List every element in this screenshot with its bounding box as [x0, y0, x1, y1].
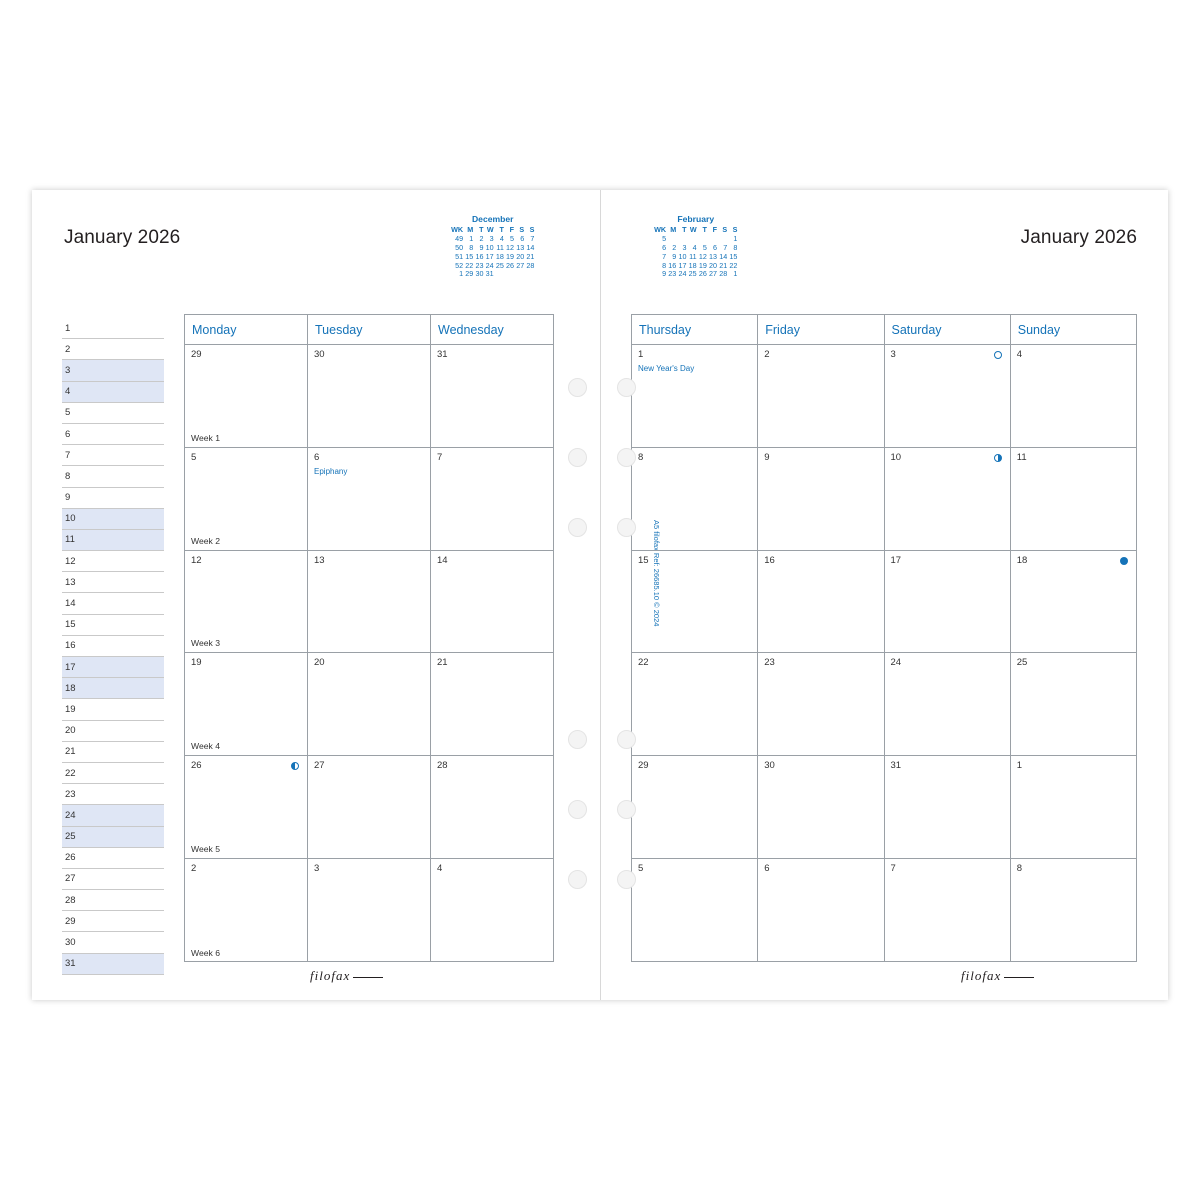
week-label: Week 2 — [191, 535, 220, 546]
mini-month-day: 10 — [485, 243, 494, 253]
mini-month-december-table — [450, 226, 535, 279]
notes-row[interactable]: 11 — [62, 530, 164, 551]
day-number: 24 — [890, 657, 902, 669]
mini-month-week-number: 50 — [455, 243, 464, 253]
day-number: 28 — [437, 760, 448, 772]
mini-month-day: 27 — [516, 260, 525, 270]
day-cell[interactable] — [632, 448, 758, 550]
day-cell[interactable] — [758, 859, 884, 962]
day-cell[interactable] — [431, 448, 553, 550]
mini-month-day — [515, 270, 525, 279]
day-cell[interactable] — [1011, 551, 1136, 653]
day-cell[interactable] — [1011, 448, 1136, 550]
mini-month-day: 9 — [672, 251, 677, 261]
week-row — [185, 345, 553, 448]
mini-month-day: 21 — [719, 260, 728, 270]
left-month-grid — [184, 314, 554, 962]
mini-month-day: 12 — [698, 251, 707, 261]
day-number: 8 — [638, 451, 644, 463]
week-row — [185, 653, 553, 756]
day-number: 31 — [890, 760, 902, 772]
mini-month-header-cell: S — [722, 225, 728, 235]
mini-month-day: 21 — [526, 251, 535, 261]
day-cell[interactable] — [1011, 859, 1136, 962]
day-number: 4 — [1016, 349, 1023, 360]
mini-month-day: 28 — [719, 269, 728, 279]
mini-month-header-cell: F — [712, 225, 718, 235]
ring-hole — [568, 870, 587, 889]
week-row — [632, 859, 1136, 962]
mini-month-day: 18 — [495, 251, 504, 261]
mini-month-day: 20 — [709, 260, 718, 270]
ring-hole — [617, 800, 636, 819]
mini-month-day: 13 — [516, 243, 525, 253]
mini-month-day: 14 — [719, 251, 728, 261]
mini-month-day: 2 — [672, 243, 677, 253]
mini-month-february-table — [653, 226, 738, 279]
day-number: 13 — [314, 554, 325, 566]
mini-month-day: 30 — [475, 269, 484, 279]
mini-month-week-number: 5 — [662, 234, 667, 244]
day-number: 7 — [890, 862, 896, 874]
day-number: 14 — [437, 554, 448, 566]
brand-rule-left — [353, 977, 383, 978]
notes-row[interactable]: 26 — [62, 848, 164, 869]
mini-month-day: 4 — [499, 234, 504, 244]
day-cell[interactable] — [431, 859, 553, 962]
mini-month-header-cell: W — [486, 225, 494, 235]
left-week-rows — [185, 345, 553, 962]
mini-month-day: 13 — [709, 251, 718, 261]
mini-month-february — [653, 214, 738, 279]
day-number: 3 — [314, 862, 320, 874]
mini-month-day: 22 — [465, 260, 474, 270]
mini-month-day: 28 — [526, 260, 535, 270]
mini-month-december — [450, 214, 535, 279]
day-cell[interactable] — [632, 345, 758, 447]
notes-row[interactable]: 31 — [62, 954, 164, 975]
day-cell[interactable] — [885, 756, 1011, 858]
day-number: 12 — [191, 554, 202, 566]
day-number: 1 — [638, 349, 644, 360]
notes-row[interactable]: 20 — [62, 721, 164, 742]
notes-row[interactable]: 8 — [62, 466, 164, 487]
day-cell[interactable] — [185, 756, 308, 858]
mini-month-header-cell: F — [509, 225, 515, 235]
right-week-rows — [632, 345, 1136, 962]
day-number: 19 — [191, 657, 202, 669]
day-cell[interactable] — [1011, 653, 1136, 755]
planner-spread — [32, 190, 1168, 1000]
moon-phase-icon — [1120, 557, 1128, 565]
mini-month-row — [653, 270, 738, 279]
notes-row[interactable]: 24 — [62, 805, 164, 826]
mini-month-day: 2 — [479, 234, 484, 244]
day-cell[interactable] — [308, 551, 431, 653]
notes-row[interactable]: 3 — [62, 360, 164, 381]
day-cell[interactable] — [431, 551, 553, 653]
day-cell[interactable] — [885, 345, 1011, 447]
notes-row[interactable]: 13 — [62, 572, 164, 593]
mini-month-day: 19 — [698, 260, 707, 270]
day-header: Sunday — [1017, 322, 1061, 337]
page-title-right: January 2026 — [1020, 227, 1137, 248]
mini-month-day: 5 — [702, 243, 707, 253]
mini-month-week-number: 1 — [459, 269, 464, 279]
mini-month-february-title: February — [677, 214, 715, 224]
day-cell[interactable] — [308, 345, 431, 447]
day-number: 26 — [191, 760, 202, 772]
mini-month-day: 22 — [729, 260, 738, 270]
mini-month-day: 17 — [485, 251, 494, 261]
week-row — [185, 756, 553, 859]
day-cell[interactable] — [308, 448, 431, 550]
ring-hole — [617, 730, 636, 749]
day-cell[interactable] — [758, 345, 884, 447]
day-cell[interactable] — [1011, 345, 1136, 447]
notes-row[interactable]: 4 — [62, 382, 164, 403]
ring-hole — [568, 518, 587, 537]
mini-month-day: 1 — [733, 269, 738, 279]
notes-row[interactable]: 2 — [62, 339, 164, 360]
day-event-label: Epiphany — [314, 466, 348, 476]
mini-month-header-cell: S — [519, 225, 525, 235]
mini-month-day: 18 — [688, 260, 697, 270]
day-cell[interactable] — [185, 448, 308, 550]
day-number: 29 — [638, 760, 649, 772]
day-number: 17 — [890, 554, 902, 566]
mini-month-day: 15 — [729, 251, 738, 261]
mini-month-day: 4 — [692, 243, 697, 253]
mini-month-row — [450, 270, 535, 279]
right-day-headers — [632, 315, 1136, 345]
mini-month-day — [505, 270, 515, 279]
mini-month-day: 25 — [688, 269, 697, 279]
notes-row[interactable]: 14 — [62, 593, 164, 614]
day-cell[interactable] — [758, 653, 884, 755]
ring-hole — [617, 870, 636, 889]
mini-month-header-cell: S — [529, 225, 535, 235]
mini-month-day: 16 — [668, 260, 677, 270]
day-number: 22 — [638, 657, 649, 669]
day-number: 10 — [890, 451, 902, 463]
day-header: Monday — [185, 315, 308, 344]
ring-hole — [568, 448, 587, 467]
day-header: Saturday — [885, 315, 1011, 344]
notes-row[interactable]: 27 — [62, 869, 164, 890]
mini-month-december-title: December — [471, 214, 514, 224]
mini-month-day: 8 — [469, 243, 474, 253]
day-cell[interactable] — [885, 448, 1011, 550]
mini-month-day: 20 — [516, 251, 525, 261]
mini-month-day: 29 — [465, 269, 474, 279]
week-row — [185, 448, 553, 551]
day-number: 27 — [314, 760, 325, 772]
day-cell[interactable] — [185, 345, 308, 447]
day-cell[interactable] — [885, 859, 1011, 962]
day-number: 21 — [437, 657, 448, 669]
mini-month-day: 19 — [506, 251, 515, 261]
week-label: Week 6 — [191, 947, 220, 958]
mini-month-day: 14 — [526, 243, 535, 253]
mini-month-header-cell: M — [467, 225, 474, 235]
day-cell[interactable] — [185, 653, 308, 755]
mini-month-week-number: 7 — [662, 251, 667, 261]
ring-hole — [617, 378, 636, 397]
notes-row[interactable]: 19 — [62, 699, 164, 720]
week-row — [185, 859, 553, 962]
day-number: 9 — [764, 451, 770, 463]
mini-month-day: 26 — [506, 260, 515, 270]
mini-month-day: 25 — [495, 260, 504, 270]
day-number: 5 — [191, 451, 197, 463]
brand-logo-left-text: filofax — [310, 968, 351, 983]
week-row — [632, 345, 1136, 448]
day-header: Friday — [758, 315, 884, 344]
week-label: Week 3 — [191, 638, 220, 649]
week-row — [632, 448, 1136, 551]
mini-month-day: 11 — [689, 251, 697, 261]
mini-month-day — [495, 270, 505, 279]
notes-row[interactable]: 6 — [62, 424, 164, 445]
day-number: 11 — [1016, 451, 1027, 463]
ring-hole — [568, 800, 587, 819]
moon-phase-icon — [291, 762, 299, 770]
mini-month-day: 23 — [668, 269, 677, 279]
spine-text: A5 filofax Ref: 26685.10 © 2024 — [652, 520, 661, 627]
day-number: 8 — [1016, 862, 1023, 874]
mini-month-day: 6 — [520, 234, 525, 244]
notes-row[interactable]: 9 — [62, 488, 164, 509]
day-number: 25 — [1016, 657, 1028, 669]
mini-month-day: 24 — [485, 260, 494, 270]
notes-row[interactable]: 21 — [62, 742, 164, 763]
day-cell[interactable] — [431, 653, 553, 755]
notes-row[interactable]: 22 — [62, 763, 164, 784]
mini-month-day — [525, 270, 535, 279]
day-event-label: New Year's Day — [638, 364, 695, 373]
day-number: 4 — [437, 862, 443, 874]
brand-logo-left — [310, 968, 383, 984]
mini-month-week-number: 49 — [455, 234, 464, 244]
mini-month-week-number: 9 — [662, 269, 667, 279]
mini-month-header-cell: T — [479, 225, 484, 235]
mini-month-header-cell: M — [670, 225, 677, 235]
notes-row[interactable]: 18 — [62, 678, 164, 699]
mini-month-day: 5 — [510, 234, 515, 244]
day-cell[interactable] — [185, 551, 308, 653]
notes-row[interactable]: 7 — [62, 445, 164, 466]
mini-month-header-cell: T — [702, 225, 707, 235]
mini-month-header-cell: WK — [451, 225, 464, 235]
day-cell[interactable] — [758, 756, 884, 858]
week-row — [185, 551, 553, 654]
day-cell[interactable] — [632, 859, 758, 962]
notes-column — [62, 318, 164, 975]
notes-row[interactable]: 1 — [62, 318, 164, 339]
day-number: 23 — [764, 657, 775, 669]
day-number: 30 — [314, 349, 325, 360]
ring-hole — [568, 378, 587, 397]
day-cell[interactable] — [308, 756, 431, 858]
mini-month-day: 17 — [678, 260, 687, 270]
day-cell[interactable] — [308, 653, 431, 755]
mini-month-day: 7 — [723, 243, 728, 253]
mini-month-day: 3 — [682, 243, 687, 253]
day-number: 30 — [764, 760, 775, 772]
brand-rule-right — [1004, 977, 1034, 978]
day-number: 6 — [764, 862, 770, 874]
mini-month-header-cell: WK — [654, 225, 667, 235]
day-cell[interactable] — [431, 345, 553, 447]
mini-month-day: 6 — [713, 243, 718, 253]
week-label: Week 5 — [191, 843, 220, 854]
mini-month-day: 27 — [709, 269, 718, 279]
mini-month-day: 15 — [465, 251, 474, 261]
ring-hole — [617, 518, 636, 537]
mini-month-day: 9 — [479, 243, 484, 253]
day-header: Thursday — [632, 315, 758, 344]
week-row — [632, 756, 1136, 859]
mini-month-week-number: 6 — [662, 243, 667, 253]
day-number: 31 — [437, 349, 448, 360]
page-title-left: January 2026 — [64, 227, 181, 248]
day-number: 2 — [191, 862, 197, 874]
mini-month-day: 3 — [489, 234, 494, 244]
mini-month-header-cell: S — [732, 225, 738, 235]
day-number: 29 — [191, 349, 202, 360]
mini-month-day: 11 — [496, 243, 504, 253]
day-number: 6 — [314, 451, 320, 463]
notes-row[interactable]: 30 — [62, 932, 164, 953]
mini-month-day: 7 — [530, 234, 535, 244]
day-cell[interactable] — [885, 653, 1011, 755]
notes-row[interactable]: 16 — [62, 636, 164, 657]
mini-month-day: 10 — [678, 251, 687, 261]
notes-row[interactable]: 28 — [62, 890, 164, 911]
day-cell[interactable] — [632, 551, 758, 653]
day-cell[interactable] — [632, 756, 758, 858]
day-cell[interactable] — [758, 551, 884, 653]
day-number: 7 — [437, 451, 443, 463]
brand-logo-right — [961, 968, 1034, 984]
day-cell[interactable] — [431, 756, 553, 858]
day-cell[interactable] — [308, 859, 431, 962]
week-label: Week 4 — [191, 741, 220, 752]
mini-month-day: 12 — [506, 243, 515, 253]
mini-month-day: 1 — [733, 234, 738, 244]
mini-month-header-cell: T — [682, 225, 687, 235]
ring-hole — [617, 448, 636, 467]
week-row — [632, 653, 1136, 756]
notes-row[interactable]: 10 — [62, 509, 164, 530]
mini-month-header-cell: T — [499, 225, 504, 235]
day-header: Tuesday — [308, 315, 431, 344]
notes-row[interactable]: 25 — [62, 827, 164, 848]
mini-month-day: 16 — [475, 251, 484, 261]
mini-month-day: 23 — [475, 260, 484, 270]
right-month-grid — [631, 314, 1137, 962]
notes-row[interactable]: 15 — [62, 615, 164, 636]
day-number: 18 — [1016, 554, 1028, 566]
mini-month-day: 26 — [698, 269, 707, 279]
brand-logo-right-text: filofax — [961, 968, 1002, 983]
day-cell[interactable] — [1011, 756, 1136, 858]
notes-row[interactable]: 29 — [62, 911, 164, 932]
day-number: 15 — [638, 554, 649, 566]
day-cell[interactable] — [185, 859, 308, 962]
notes-row[interactable]: 17 — [62, 657, 164, 678]
mini-month-week-number: 52 — [455, 260, 464, 270]
day-cell[interactable] — [885, 551, 1011, 653]
mini-month-header-cell: W — [689, 225, 697, 235]
week-row — [632, 551, 1136, 654]
day-number: 1 — [1016, 760, 1023, 772]
day-number: 16 — [764, 554, 775, 566]
mini-month-day: 24 — [678, 269, 687, 279]
mini-month-day: 8 — [733, 243, 738, 253]
notes-row[interactable]: 12 — [62, 551, 164, 572]
day-number: 3 — [890, 349, 896, 360]
mini-month-day: 1 — [469, 234, 474, 244]
day-number: 2 — [764, 349, 770, 360]
mini-month-week-number: 8 — [662, 260, 667, 270]
week-label: Week 1 — [191, 432, 220, 443]
day-header: Wednesday — [438, 322, 504, 337]
left-page — [32, 190, 600, 1000]
notes-row[interactable]: 23 — [62, 784, 164, 805]
ring-hole — [568, 730, 587, 749]
moon-phase-icon — [994, 351, 1002, 359]
mini-month-day: 31 — [485, 269, 494, 279]
mini-month-week-number: 51 — [455, 251, 464, 261]
day-cell[interactable] — [632, 653, 758, 755]
day-number: 5 — [638, 862, 644, 874]
day-cell[interactable] — [758, 448, 884, 550]
left-day-headers — [185, 315, 553, 345]
moon-phase-icon — [994, 454, 1002, 462]
right-page — [601, 190, 1169, 1000]
day-number: 20 — [314, 657, 325, 669]
notes-row[interactable]: 5 — [62, 403, 164, 424]
